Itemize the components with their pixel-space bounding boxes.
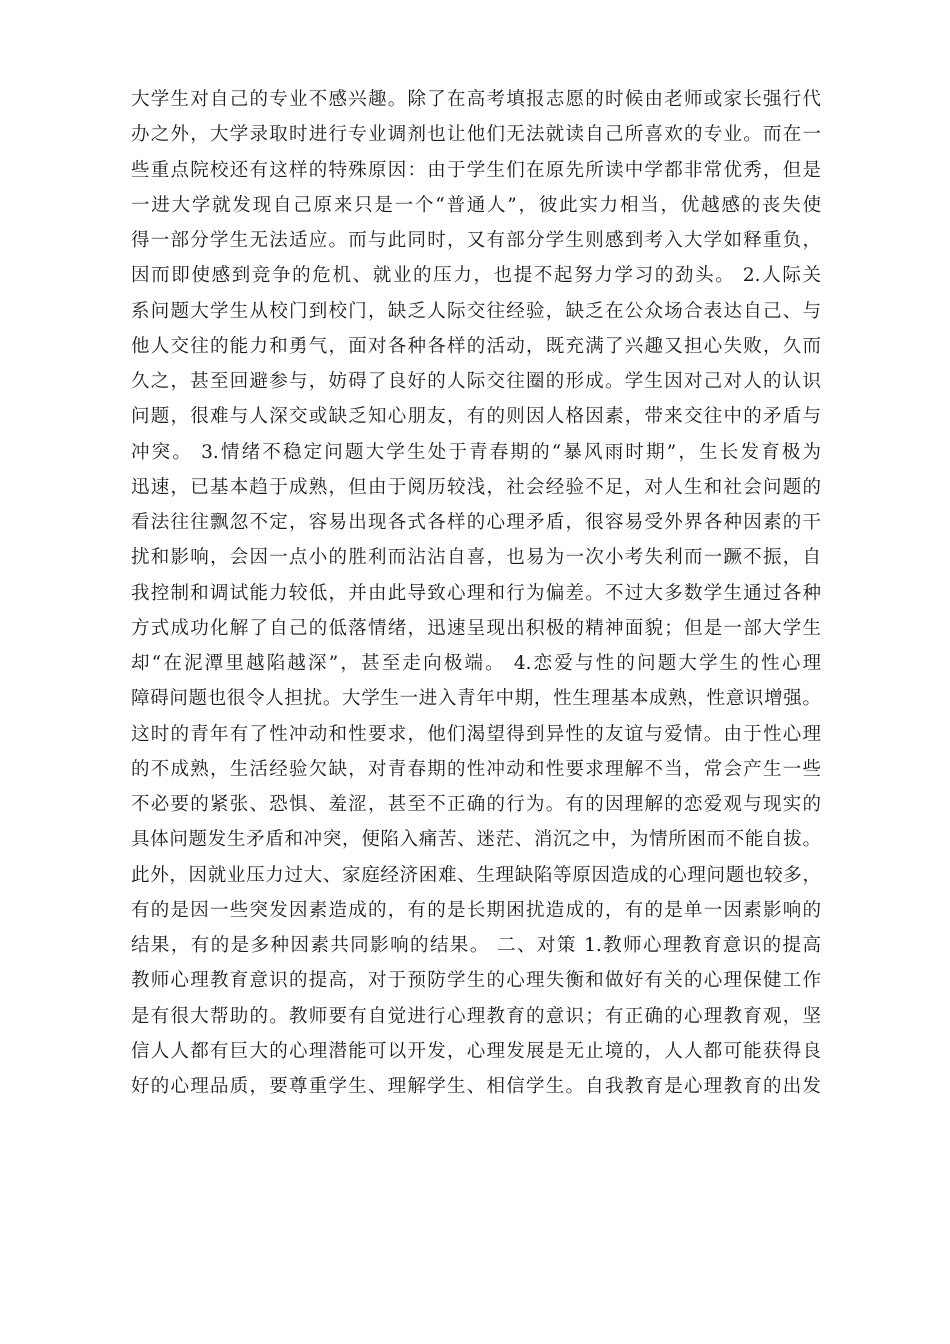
text-line: 系问题大学生从校门到校门，缺乏人际交往经验，缺乏在公众场合表达自己、与: [131, 300, 821, 322]
body-text: [131, 82, 821, 1104]
text-line: 大学生对自己的专业不感兴趣。除了在高考填报志愿的时候由老师或家长强行代: [131, 89, 821, 110]
text-line: 教师心理教育意识的提高，对于预防学生的心理失衡和做好有关的心理保健工作: [131, 970, 821, 992]
text-line: 迅速，已基本趋于成熟，但由于阅历较浅，社会经验不足，对人生和社会问题的: [131, 476, 821, 498]
text-line: 因而即使感到竞争的危机、就业的压力，也提不起努力学习的劲头。 2.人际关: [131, 265, 821, 287]
text-line: 得一部分学生无法适应。而与此同时，又有部分学生则感到考入大学如释重负，: [131, 230, 821, 251]
text-line: 看法往往飘忽不定，容易出现各式各样的心理矛盾，很容易受外界各种因素的干: [131, 512, 821, 533]
text-line: 他人交往的能力和勇气，面对各种各样的活动，既充满了兴趣又担心失败，久而: [131, 335, 821, 357]
text-line: 信人人都有巨大的心理潜能可以开发，心理发展是无止境的，人人都可能获得良: [131, 1040, 821, 1062]
text-line: 有的是因一些突发因素造成的，有的是长期困扰造成的，有的是单一因素影响的: [131, 899, 821, 921]
text-line: 些重点院校还有这样的特殊原因：由于学生们在原先所读中学都非常优秀，但是: [131, 159, 821, 181]
text-line: 不必要的紧张、恐惧、羞涩，甚至不正确的行为。有的因理解的恋爱观与现实的: [131, 794, 821, 815]
text-line: 问题，很难与人深交或缺乏知心朋友，有的则因人格因素，带来交往中的矛盾与: [131, 406, 821, 428]
text-line: 障碍问题也很令人担扰。大学生一进入青年中期，性生理基本成熟，性意识增强。: [131, 688, 821, 710]
text-line: 久之，甚至回避参与，妨碍了良好的人际交往圈的形成。学生因对己对人的认识: [131, 371, 821, 392]
text-line: 方式成功化解了自己的低落情绪，迅速呈现出积极的精神面貌；但是一部大学生: [131, 617, 821, 639]
text-line: 的不成熟，生活经验欠缺，对青春期的性冲动和性要求理解不当，常会产生一些: [131, 758, 821, 780]
text-line: 结果，有的是多种因素共同影响的结果。 二、对策 1.教师心理教育意识的提高: [131, 935, 821, 956]
text-line: 冲突。 3.情绪不稳定问题大学生处于青春期的“暴风雨时期”，生长发育极为: [131, 441, 821, 463]
text-line: 是有很大帮助的。教师要有自觉进行心理教育的意识；有正确的心理教育观，坚: [131, 1005, 821, 1027]
text-line: 一进大学就发现自己原来只是一个“普通人”，彼此实力相当，优越感的丧失使: [131, 194, 821, 216]
text-line: 我控制和调试能力较低，并由此导致心理和行为偏差。不过大多数学生通过各种: [131, 582, 821, 604]
text-line: 好的心理品质，要尊重学生、理解学生、相信学生。自我教育是心理教育的出发: [131, 1076, 821, 1097]
text-line: 扰和影响，会因一点小的胜利而沾沾自喜，也易为一次小考失利而一蹶不振，自: [131, 547, 821, 569]
text-line: 这时的青年有了性冲动和性要求，他们渴望得到异性的友谊与爱情。由于性心理: [131, 723, 821, 745]
text-line: 此外，因就业压力过大、家庭经济困难、生理缺陷等原因造成的心理问题也较多，: [131, 864, 821, 886]
text-line: 具体问题发生矛盾和冲突，便陷入痛苦、迷茫、消沉之中，为情所困而不能自拔。: [131, 829, 821, 851]
text-line: 办之外，大学录取时进行专业调剂也让他们无法就读自己所喜欢的专业。而在一: [131, 124, 821, 146]
text-line: 却“在泥潭里越陷越深”，甚至走向极端。 4.恋爱与性的问题大学生的性心理: [131, 653, 821, 674]
